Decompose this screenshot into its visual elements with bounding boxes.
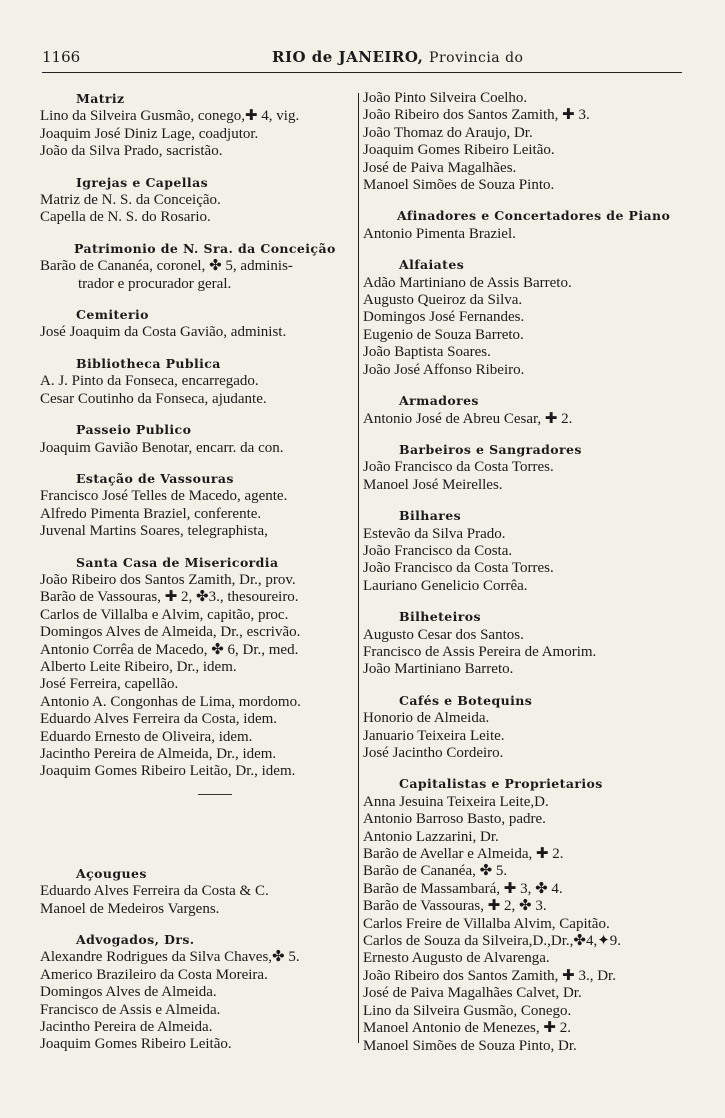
directory-entry: Francisco de Assis e Almeida. [40, 1001, 221, 1018]
directory-entry: Eduardo Ernesto de Oliveira, idem. [40, 728, 253, 745]
directory-entry: Joaquim Gavião Benotar, encarr. da con. [40, 439, 284, 456]
right-column [363, 90, 703, 1068]
running-title [272, 48, 523, 66]
section-heading: Capitalistas e Proprietarios [399, 776, 603, 792]
section-heading: Igrejas e Capellas [76, 174, 209, 190]
directory-entry: Barão de Massambará, ✚ 3, ✤ 4. [363, 880, 563, 897]
directory-entry: Alberto Leite Ribeiro, Dr., idem. [40, 658, 237, 675]
section-heading: Santa Casa de Misericordia [76, 554, 279, 570]
directory-entry: José Joaquim da Costa Gavião, administ. [40, 324, 287, 341]
directory-entry: Eduardo Alves Ferreira da Costa, idem. [40, 711, 278, 728]
directory-entry: Honorio de Almeida. [363, 710, 490, 727]
directory-entry: Carlos Freire de Villalba Alvim, Capitão. [363, 915, 610, 932]
directory-entry: Joaquim José Diniz Lage, coadjutor. [40, 125, 259, 142]
directory-entry: Antonio A. Congonhas de Lima, mordomo. [40, 693, 301, 710]
page-number: 1166 [42, 48, 81, 66]
section-heading: Alfaiates [399, 257, 465, 273]
section-heading: Cemiterio [76, 307, 149, 323]
section-heading: Afinadores e Concertadores de Piano [397, 208, 671, 224]
section-cemiterio [40, 306, 356, 342]
directory-entry: Domingos Alves de Almeida. [40, 984, 217, 1001]
directory-entry: Adão Martiniano de Assis Barreto. [363, 274, 572, 291]
section-armadores [363, 392, 703, 428]
directory-entry: Eduardo Alves Ferreira da Costa & C. [40, 883, 269, 900]
directory-entry: João da Silva Prado, sacristão. [40, 143, 223, 160]
directory-entry: Domingos Alves de Almeida, Dr., escrivão. [40, 624, 301, 641]
section-matriz [40, 90, 356, 161]
section-patrimonio-de-n-sra-da-conceicao [40, 240, 356, 293]
section-separator-rule [198, 794, 232, 795]
section-heading: Bilheteiros [399, 609, 481, 625]
section-heading: Açougues [76, 865, 147, 881]
directory-entry: Antonio Barroso Basto, padre. [363, 811, 546, 828]
section-heading: Passeio Publico [76, 422, 192, 438]
directory-entry: Jacintho Pereira de Almeida, Dr., idem. [40, 746, 277, 762]
section-heading: Estação de Vassouras [76, 470, 234, 486]
column-divider [358, 93, 359, 1043]
section-heading: Matriz [76, 91, 125, 106]
directory-entry: João Ribeiro dos Santos Zamith, Dr., prov. [40, 571, 296, 588]
section-estacao-de-vassouras [40, 470, 356, 541]
directory-entry: Joaquim Gomes Ribeiro Leitão, Dr., idem. [40, 763, 296, 780]
directory-entry: trador e procurador geral. [78, 275, 232, 292]
running-title-sub: Provincia do [429, 50, 524, 66]
directory-entry: Barão de Cananéa, ✤ 5. [363, 863, 508, 880]
section-heading: Bibliotheca Publica [76, 355, 221, 371]
section-capitalistas-e-proprietarios [363, 775, 703, 1055]
section-barbeiros-e-sangradores [363, 441, 703, 494]
directory-entry: João Pinto Silveira Coelho. [363, 90, 528, 106]
directory-entry: João Martiniano Barreto. [363, 661, 514, 678]
directory-entry: Alfredo Pimenta Braziel, conferente. [40, 505, 262, 522]
section-acougues [40, 865, 356, 918]
directory-entry: Lauriano Genelicio Corrêa. [363, 577, 528, 594]
directory-entry: José Jacintho Cordeiro. [363, 745, 504, 761]
directory-entry: Alexandre Rodrigues da Silva Chaves,✤ 5. [40, 949, 300, 966]
page-header [42, 48, 682, 70]
directory-entry: Barão de Cananéa, coronel, ✤ 5, adminis- [40, 258, 293, 275]
directory-entry: João Baptista Soares. [363, 344, 491, 361]
header-rule [42, 72, 682, 73]
section-cafes-e-botequins [363, 692, 703, 763]
directory-entry: Antonio Lazzarini, Dr. [363, 828, 499, 845]
section-afinadores-e-concertadores-de-piano [363, 207, 703, 243]
section-bibliotheca-publica [40, 355, 356, 408]
directory-entry: Americo Brazileiro da Costa Moreira. [40, 966, 268, 983]
directory-entry: Joaquim Gomes Ribeiro Leitão. [40, 1036, 232, 1053]
directory-entry: José de Paiva Magalhães Calvet, Dr. [363, 985, 582, 1002]
directory-entry: Matriz de N. S. da Conceição. [40, 192, 221, 209]
directory-entry: Estevão da Silva Prado. [363, 525, 506, 542]
section-bilheteiros [363, 608, 703, 679]
directory-entry: Augusto Cesar dos Santos. [363, 626, 524, 643]
directory-entry: Manoel Antonio de Menezes, ✚ 2. [363, 1020, 571, 1037]
directory-entry: Antonio José de Abreu Cesar, ✚ 2. [363, 410, 573, 427]
section-heading: Bilhares [399, 508, 462, 524]
directory-entry: João Ribeiro dos Santos Zamith, ✚ 3., Dr. [363, 967, 616, 984]
directory-entry: Antonio Pimenta Braziel. [363, 225, 516, 242]
directory-entry: Manoel Simões de Souza Pinto, Dr. [363, 1037, 577, 1054]
section-heading: Patrimonio de N. Sra. da Conceição [74, 240, 336, 256]
directory-entry: Augusto Queiroz da Silva. [363, 292, 523, 309]
directory-entry: João Francisco da Costa. [363, 542, 513, 559]
directory-entry: Domingos José Fernandes. [363, 309, 525, 326]
directory-entry: Eugenio de Souza Barreto. [363, 326, 524, 343]
section-heading: Cafés e Botequins [399, 692, 533, 708]
directory-entry: Januario Teixeira Leite. [363, 727, 505, 744]
directory-entry: Ernesto Augusto de Alvarenga. [363, 950, 550, 967]
directory-entry: João Ribeiro dos Santos Zamith, ✚ 3. [363, 107, 590, 124]
directory-entry: Anna Jesuina Teixeira Leite,D. [363, 793, 549, 810]
left-column [40, 90, 356, 1067]
directory-entry: Juvenal Martins Soares, telegraphista, [40, 523, 268, 540]
section-alfaiates [363, 256, 703, 379]
directory-entry: Cesar Coutinho da Fonseca, ajudante. [40, 390, 267, 407]
directory-entry: João José Affonso Ribeiro. [363, 361, 525, 378]
directory-entry: Barão de Vassouras, ✚ 2, ✤ 3. [363, 898, 547, 915]
directory-entry: João Francisco da Costa Torres. [363, 459, 554, 476]
directory-entry: Manoel José Meirelles. [363, 476, 503, 493]
directory-entry: Capella de N. S. do Rosario. [40, 209, 211, 226]
directory-entry: Barão de Vassouras, ✚ 2, ✤3., thesoureiro. [40, 589, 299, 606]
section-passeio-publico [40, 421, 356, 457]
section-heading: Advogados, Drs. [76, 932, 195, 948]
section-continued [363, 90, 703, 194]
directory-entry: José Ferreira, capellão. [40, 676, 179, 693]
directory-entry: Francisco de Assis Pereira de Amorim. [363, 643, 597, 660]
directory-entry: Lino da Silveira Gusmão, Conego. [363, 1002, 572, 1019]
directory-entry: Barão de Avellar e Almeida, ✚ 2. [363, 846, 564, 863]
directory-entry: Antonio Corrêa de Macedo, ✤ 6, Dr., med. [40, 641, 299, 658]
section-heading: Barbeiros e Sangradores [399, 441, 582, 457]
directory-entry: Carlos de Villalba e Alvim, capitão, proc. [40, 606, 289, 623]
directory-entry: Jacintho Pereira de Almeida. [40, 1019, 213, 1036]
directory-entry: Lino da Silveira Gusmão, conego,✚ 4, vig. [40, 108, 300, 125]
directory-entry: Manoel de Medeiros Vargens. [40, 900, 220, 917]
section-heading: Armadores [399, 393, 479, 409]
directory-entry: Carlos de Souza da Silveira,D.,Dr.,✤4,✦9. [363, 933, 622, 950]
directory-entry: A. J. Pinto da Fonseca, encarregado. [40, 373, 259, 390]
directory-entry: José de Paiva Magalhães. [363, 159, 517, 176]
directory-entry: Joaquim Gomes Ribeiro Leitão. [363, 142, 555, 159]
section-igrejas-e-capellas [40, 174, 356, 227]
section-santa-casa-de-misericordia [40, 554, 356, 781]
directory-entry: Manoel Simões de Souza Pinto. [363, 177, 555, 194]
directory-entry: Francisco José Telles de Macedo, agente. [40, 488, 288, 505]
directory-entry: João Francisco da Costa Torres. [363, 560, 554, 577]
section-bilhares [363, 507, 703, 595]
running-title-main: RIO de JANEIRO, [272, 48, 424, 66]
section-advogados-drs [40, 931, 356, 1054]
directory-entry: João Thomaz do Araujo, Dr. [363, 124, 533, 141]
